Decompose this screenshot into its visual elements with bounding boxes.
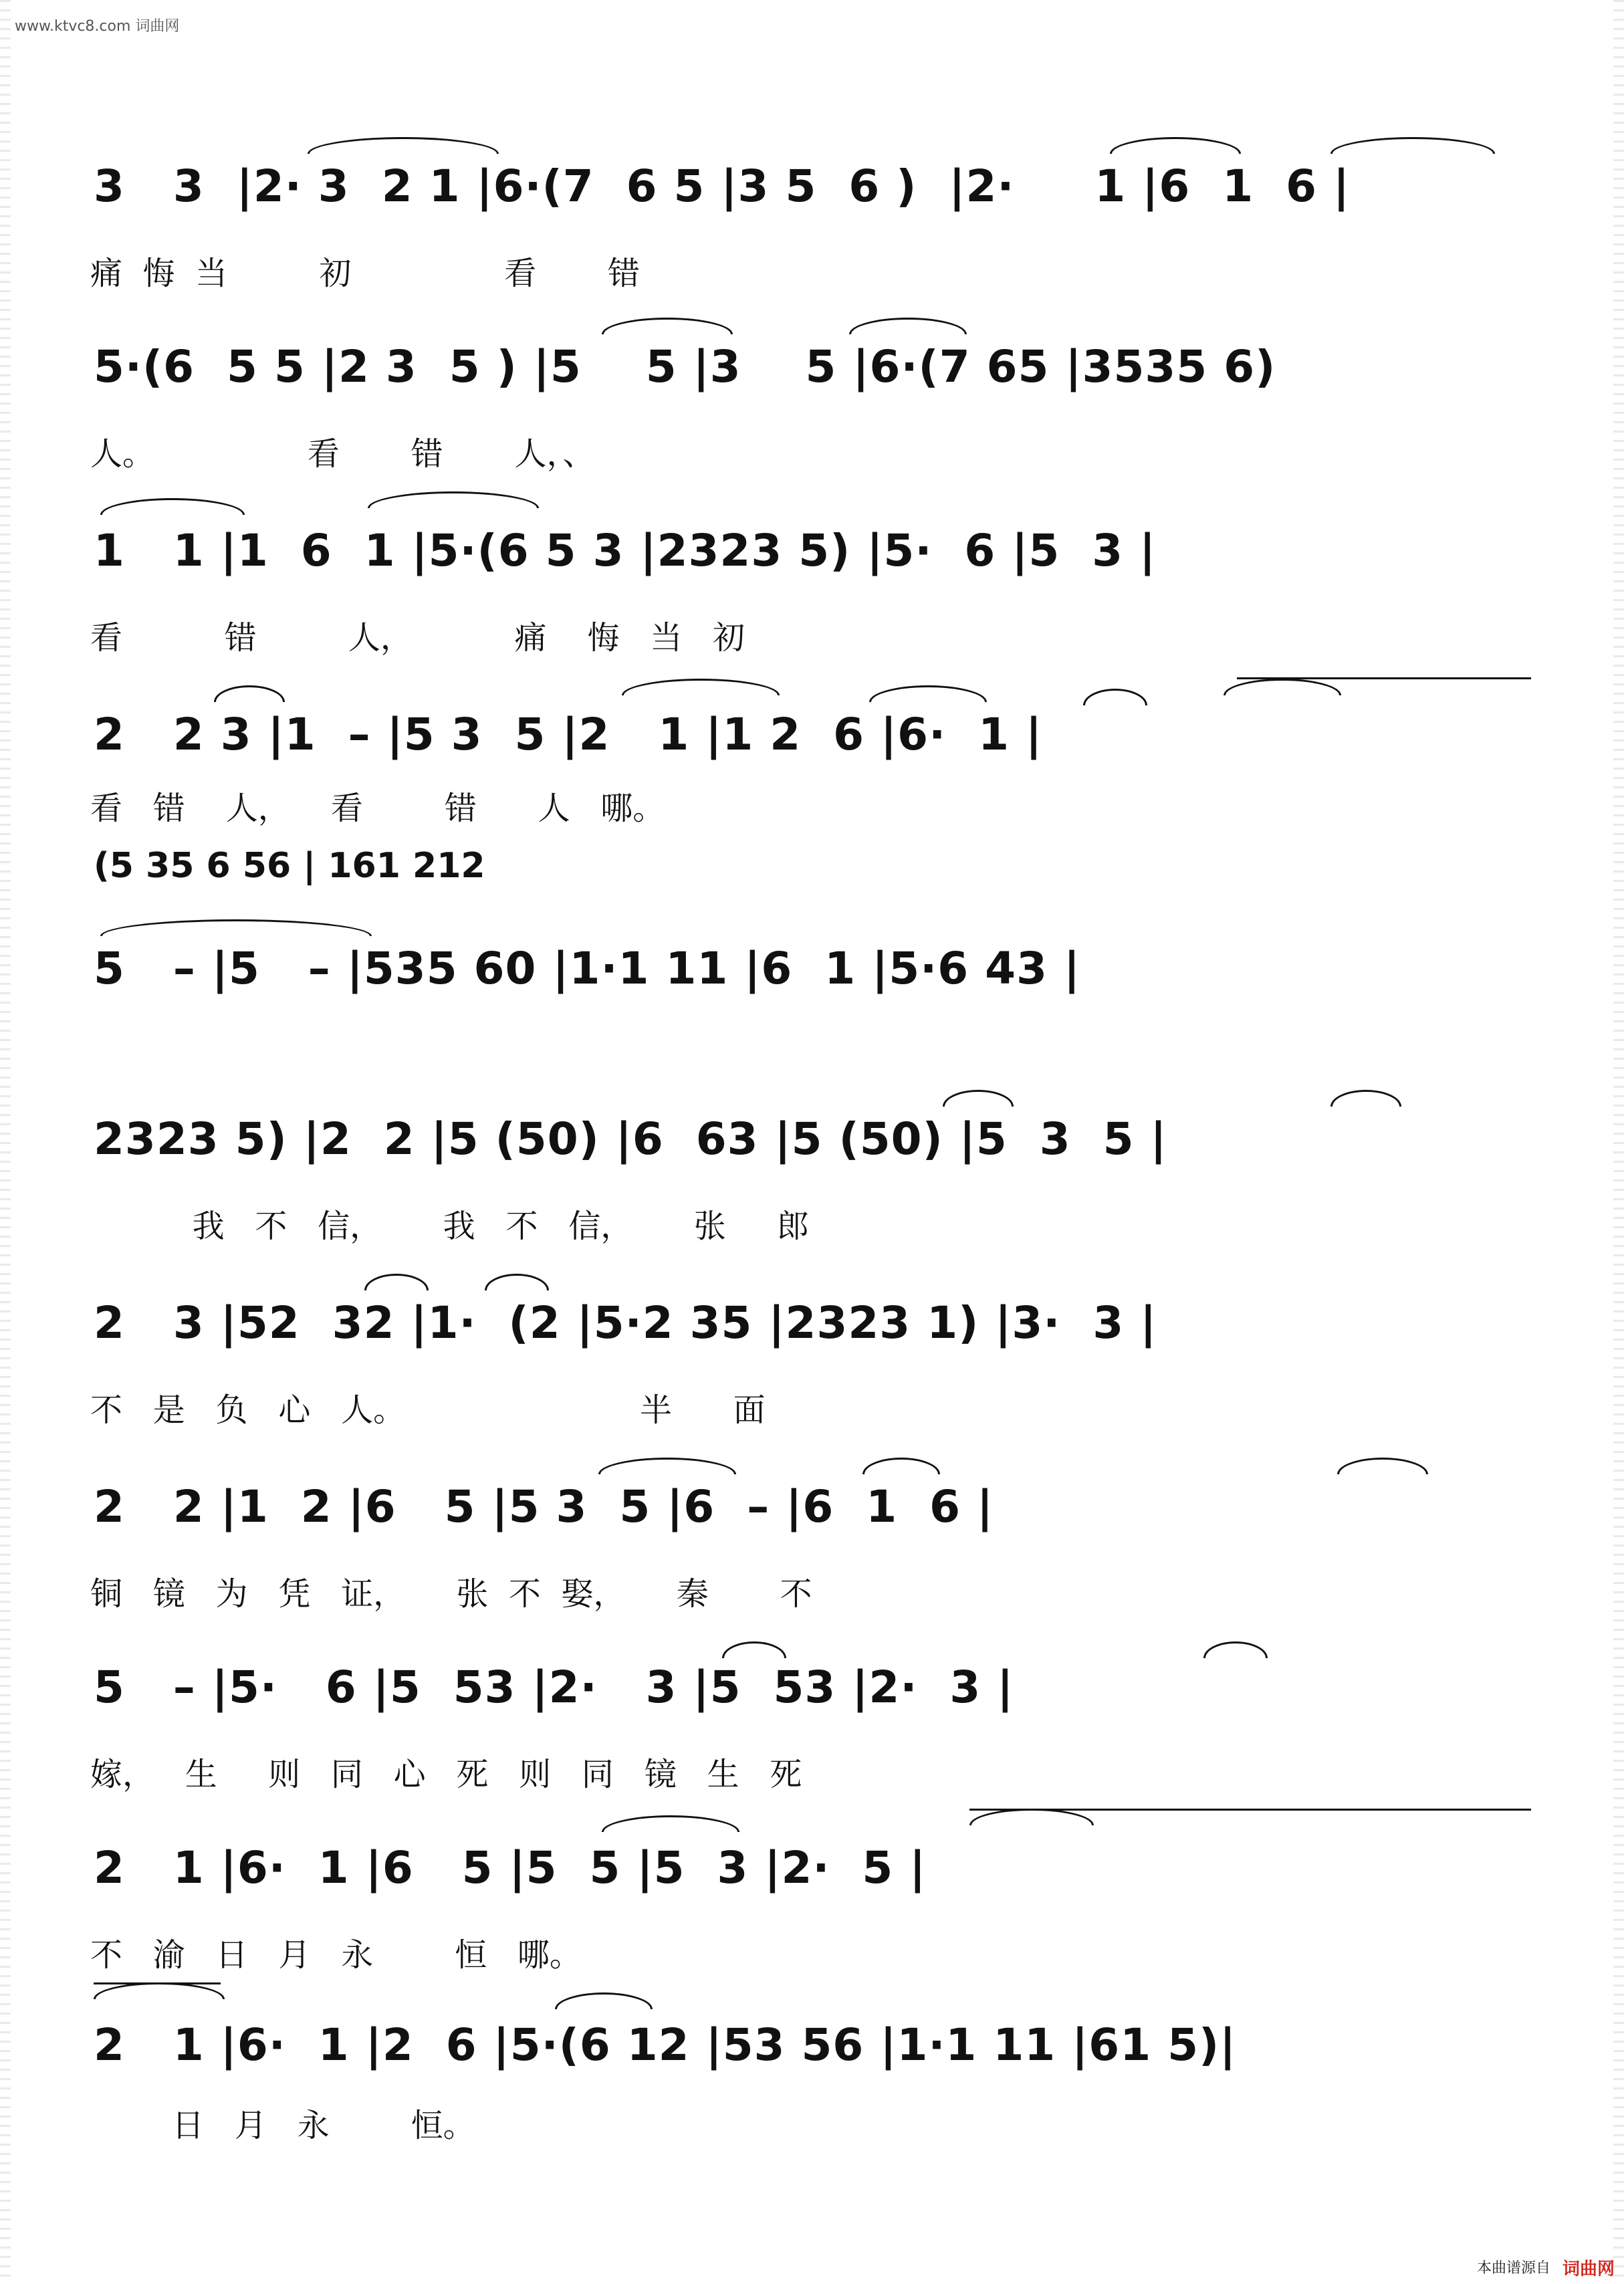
slur [1224,679,1341,695]
slur [94,1982,225,1999]
notes-row-3: 1 1 |1 6 1 |5·(6 5 3 |2323 5) |5· 6 |5 3 | [94,525,1157,576]
lyrics-row-7: 我 不 信， 我 不 信， 张 郎 [90,1208,810,1245]
score-row-3 [0,525,1624,657]
notes-row-8: 2 3 |52 32 |1· (2 |5·2 35 |2323 1) |3· 3 | [94,1297,1157,1349]
slur [602,318,733,334]
slur [485,1274,549,1290]
slur [869,685,987,702]
lyrics-row-10: 嫁， 生 则 同 心 死 则 同 镜 生 死 [90,1756,802,1793]
slur [862,1458,940,1474]
lyrics-row-8: 不 是 负 心 人。 半 面 [90,1391,766,1429]
lyrics-row-1: 痛 悔 当 初 看 错 [90,255,641,292]
score-row-6 [0,943,1624,1043]
slur [1330,1090,1401,1107]
score-row-2 [0,341,1624,473]
slur [368,491,539,508]
slur [969,1809,1094,1825]
slur [602,1815,739,1832]
notes-row-6: 5 – |5 – |535 60 |1·1 11 |6 1 |5·6 43 | [94,943,1081,994]
score-row-8 [0,1297,1624,1429]
slur [622,679,780,695]
slur [943,1090,1014,1107]
score-row-9 [0,1481,1624,1613]
notes-row-11: 2 1 |6· 1 |6 5 |5 5 |5 3 |2· 5 | [94,1842,927,1894]
slur [722,1641,786,1658]
slur [555,1992,653,2009]
notes-row-9: 2 2 |1 2 |6 5 |5 3 5 |6 – |6 1 6 | [94,1481,994,1532]
slur [308,137,499,154]
score-row-10 [0,1662,1624,1793]
notes-row-12: 2 1 |6· 1 |2 6 |5·(6 12 |53 56 |1·1 11 |61 5)| [94,2019,1237,2071]
score-row-12 [0,2019,1624,2144]
lyrics-row-9: 铜 镜 为 凭 证， 张 不 娶， 秦 不 [90,1575,812,1613]
notes-row-7: 2323 5) |2 2 |5 (50) |6 63 |5 (50) |5 3 5 | [94,1113,1167,1165]
slur [364,1274,429,1290]
slur [100,498,245,515]
slur [1110,137,1241,154]
score-row-4 [0,709,1624,827]
notes-row-10: 5 – |5· 6 |5 53 |2· 3 |5 53 |2· 3 | [94,1662,1014,1713]
cue-notes-row: (5 35 6 56 | 161 212 [94,846,485,886]
slur [1337,1458,1428,1474]
tie-line [94,1982,221,1984]
slur [849,318,967,334]
notes-row-1: 3 3 |2· 3 2 1 |6·(7 6 5 |3 5 6 ) |2· 1 |6 1 6 | [94,160,1351,212]
site-header: www.ktvc8.com 词曲网 [15,18,180,35]
slur [100,919,372,936]
footer-logo: 词曲网 [1562,2259,1615,2279]
notes-row-4: 2 2 3 |1 – |5 3 5 |2 1 |1 2 6 |6· 1 | [94,709,1043,760]
tie-line [1237,677,1531,679]
score-row-1 [0,160,1624,292]
lyrics-row-4: 看 错 人， 看 错 人 哪。 [90,790,665,827]
slur [1203,1641,1268,1658]
tie-line [969,1809,1531,1811]
lyrics-row-11: 不 渝 日 月 永 恒 哪。 [90,1936,582,1974]
score-row-7 [0,1113,1624,1245]
notes-row-2: 5·(6 5 5 |2 3 5 ) |5 5 |3 5 |6·(7 65 |3535 6) [94,341,1276,392]
footer-credit: 本曲谱源自 [1476,2260,1550,2277]
slur [1330,137,1495,154]
lyrics-row-2: 人。 看 错 人，、 [90,435,595,473]
lyrics-row-3: 看 错 人， 痛 悔 当 初 [90,619,745,657]
slur [214,685,285,702]
lyrics-row-12: 日 月 永 恒。 [90,2107,475,2144]
slur [1083,689,1147,705]
slur [598,1458,736,1474]
score-row-11 [0,1842,1624,1974]
